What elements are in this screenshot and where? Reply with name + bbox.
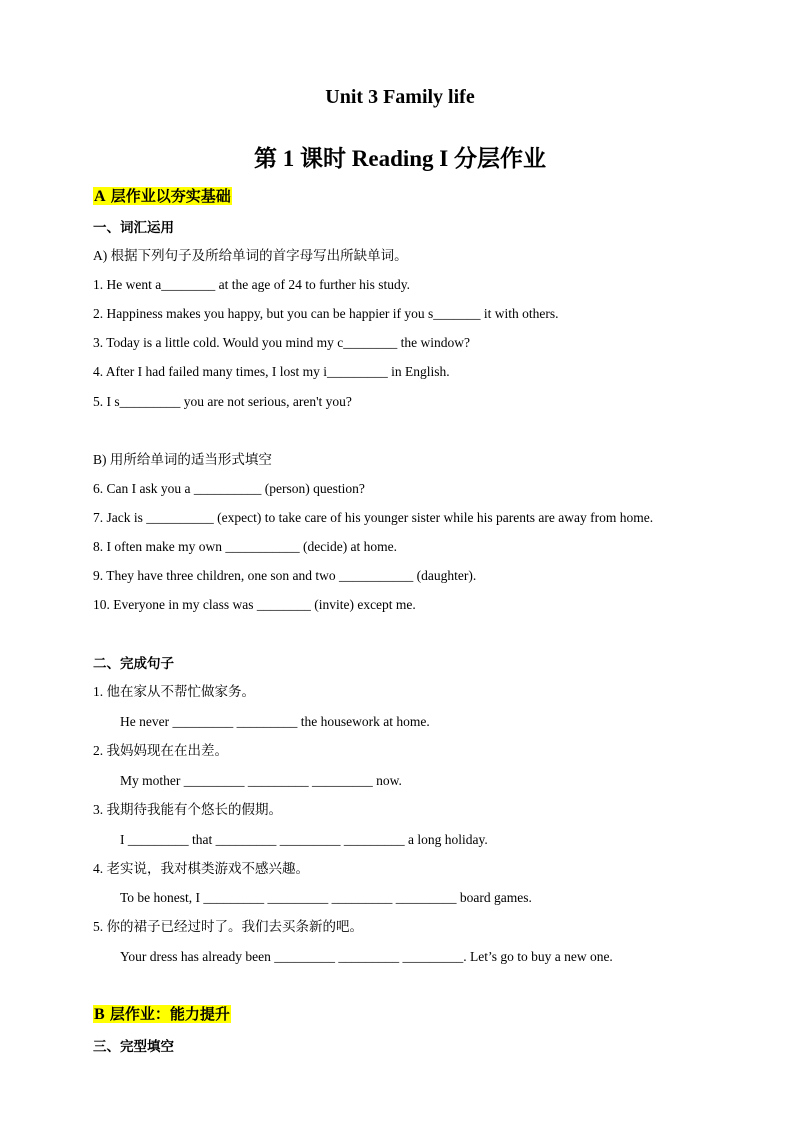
sentence-2-prompt: 2. 我妈妈现在在出差。 bbox=[93, 743, 228, 758]
question-6: 6. Can I ask you a __________ (person) question? bbox=[93, 481, 365, 496]
question-4: 4. After I had failed many times, I lost my i_________ in English. bbox=[93, 364, 450, 379]
question-9: 9. They have three children, one son and two ___________ (daughter). bbox=[93, 568, 477, 583]
question-5: 5. I s_________ you are not serious, aren't you? bbox=[93, 394, 352, 409]
section-b-label bbox=[93, 1005, 231, 1024]
section-a-label bbox=[93, 187, 232, 206]
part2-heading: 二、完成句子 bbox=[93, 656, 174, 672]
section-a-text: 层作业以夯实基础 bbox=[105, 187, 231, 205]
sentence-1-prompt: 1. 他在家从不帮忙做家务。 bbox=[93, 684, 255, 699]
groupA-instruction: A) 根据下列句子及所给单词的首字母写出所缺单词。 bbox=[93, 248, 408, 263]
section-b-text: 层作业：能力提升 bbox=[104, 1005, 230, 1023]
sentence-2-answer: My mother _________ _________ _________ now. bbox=[120, 773, 402, 788]
question-1: 1. He went a________ at the age of 24 to further his study. bbox=[93, 277, 411, 292]
section-b-letter: B bbox=[94, 1006, 105, 1023]
groupB-instruction: B) 用所给单词的适当形式填空 bbox=[93, 452, 272, 467]
unit-title: Unit 3 Family life bbox=[325, 86, 475, 108]
sentence-4-answer: To be honest, I _________ _________ _________ _________ board games. bbox=[120, 890, 532, 905]
sentence-5-prompt: 5. 你的裙子已经过时了。我们去买条新的吧。 bbox=[93, 919, 363, 934]
question-2: 2. Happiness makes you happy, but you can be happier if you s_______ it with others. bbox=[93, 306, 559, 321]
question-3: 3. Today is a little cold. Would you mind my c________ the window? bbox=[93, 335, 470, 350]
sentence-3-answer: I _________ that _________ _________ _________ a long holiday. bbox=[120, 832, 488, 847]
sentence-1-answer: He never _________ _________ the housework at home. bbox=[120, 714, 430, 729]
section-a-letter: A bbox=[94, 188, 106, 205]
question-8: 8. I often make my own ___________ (decide) at home. bbox=[93, 539, 398, 554]
sentence-3-prompt: 3. 我期待我能有个悠长的假期。 bbox=[93, 802, 282, 817]
question-7: 7. Jack is __________ (expect) to take care of his younger sister while his parents are away from home. bbox=[93, 510, 654, 525]
sentence-4-prompt: 4. 老实说，我对棋类游戏不感兴趣。 bbox=[93, 861, 309, 876]
question-10: 10. Everyone in my class was ________ (invite) except me. bbox=[93, 597, 416, 612]
part1-heading: 一、词汇运用 bbox=[93, 220, 174, 236]
part3-heading: 三、完型填空 bbox=[93, 1039, 174, 1055]
lesson-title: 第 1 课时 Reading I 分层作业 bbox=[254, 146, 546, 171]
sentence-5-answer: Your dress has already been _________ _________ _________. Let’s go to buy a new one. bbox=[120, 949, 613, 964]
